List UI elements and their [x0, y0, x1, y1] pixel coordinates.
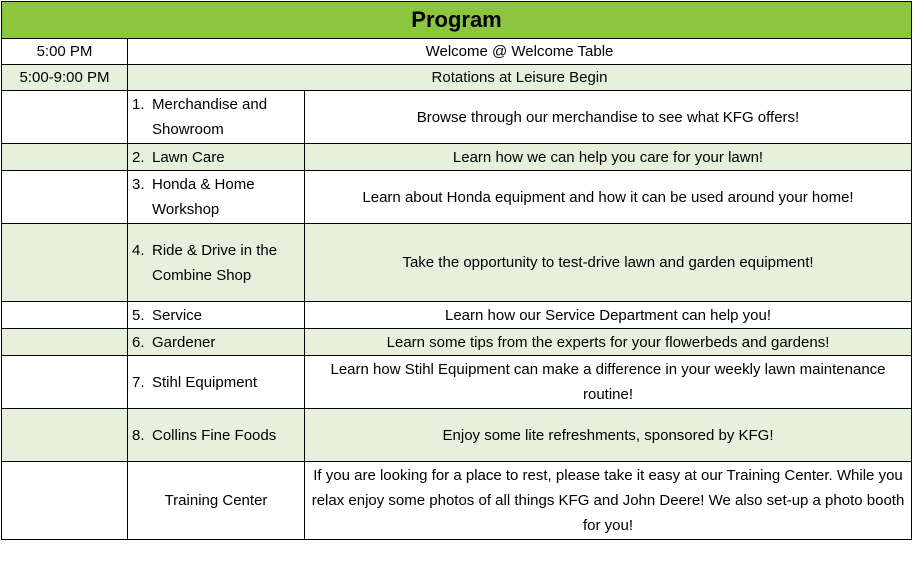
rotation-label: Collins Fine Foods [152, 426, 277, 444]
rotation-number: 5. [132, 306, 145, 324]
time-cell-empty [2, 409, 128, 462]
time-cell-empty [2, 329, 128, 356]
rotation-row [2, 224, 912, 302]
rotation-item [128, 356, 305, 409]
rotation-label: Honda & Home Workshop [152, 176, 255, 218]
rotation-number: 7. [132, 373, 145, 391]
rotation-row [2, 171, 912, 224]
rotation-item [128, 171, 305, 224]
time-cell-empty [2, 224, 128, 302]
schedule-row-welcome [2, 39, 912, 65]
rotation-number: 4. [132, 241, 145, 259]
rotation-description: Learn how our Service Department can help you! [305, 302, 912, 329]
rotation-number: 1. [132, 96, 145, 113]
training-row [2, 462, 912, 540]
rotation-description: Learn how Stihl Equipment can make a difference in your weekly lawn maintenance routine! [305, 356, 912, 409]
rotation-item [128, 302, 305, 329]
time-cell-empty [2, 144, 128, 171]
rotation-item [128, 144, 305, 171]
program-table [1, 1, 912, 540]
rotation-description: Take the opportunity to test-drive lawn and garden equipment! [305, 224, 912, 302]
time-cell-empty [2, 462, 128, 540]
rotation-description: Learn how we can help you care for your lawn! [305, 144, 912, 171]
rotation-label: Service [152, 306, 203, 324]
time-cell-empty [2, 171, 128, 224]
rotation-row [2, 144, 912, 171]
rotation-description: Browse through our merchandise to see what KFG offers! [305, 91, 912, 144]
rotation-description: Enjoy some lite refreshments, sponsored by KFG! [305, 409, 912, 462]
rotation-label: Ride & Drive in the Combine Shop [152, 241, 278, 284]
rotation-label: Stihl Equipment [152, 373, 258, 391]
rotation-description: Learn some tips from the experts for your flowerbeds and gardens! [305, 329, 912, 356]
training-description: If you are looking for a place to rest, please take it easy at our Training Center. While you relax enjoy some photos of all things KFG and John Deere! We also set-up a photo booth for you! [305, 462, 912, 540]
time-cell-empty [2, 302, 128, 329]
rotation-row [2, 91, 912, 144]
rotation-item [128, 224, 305, 302]
schedule-row-rotations [2, 65, 912, 91]
rotation-item [128, 91, 305, 144]
rotation-number: 8. [132, 426, 145, 444]
rotation-number: 3. [132, 176, 145, 193]
program-title: Program [2, 2, 912, 39]
schedule-text: Welcome @ Welcome Table [128, 39, 912, 65]
rotation-row [2, 356, 912, 409]
rotation-row [2, 329, 912, 356]
schedule-time: 5:00 PM [2, 39, 128, 65]
rotation-label: Merchandise and Showroom [152, 96, 268, 138]
rotation-description: Learn about Honda equipment and how it can be used around your home! [305, 171, 912, 224]
schedule-time: 5:00-9:00 PM [2, 65, 128, 91]
time-cell-empty [2, 91, 128, 144]
rotation-label: Gardener [152, 333, 216, 351]
schedule-text: Rotations at Leisure Begin [128, 65, 912, 91]
rotation-item [128, 329, 305, 356]
time-cell-empty [2, 356, 128, 409]
rotation-number: 2. [132, 148, 145, 166]
rotation-item [128, 409, 305, 462]
training-label: Training Center [128, 462, 305, 540]
rotation-number: 6. [132, 333, 145, 351]
rotation-label: Lawn Care [152, 148, 225, 166]
rotation-row [2, 302, 912, 329]
rotation-row [2, 409, 912, 462]
